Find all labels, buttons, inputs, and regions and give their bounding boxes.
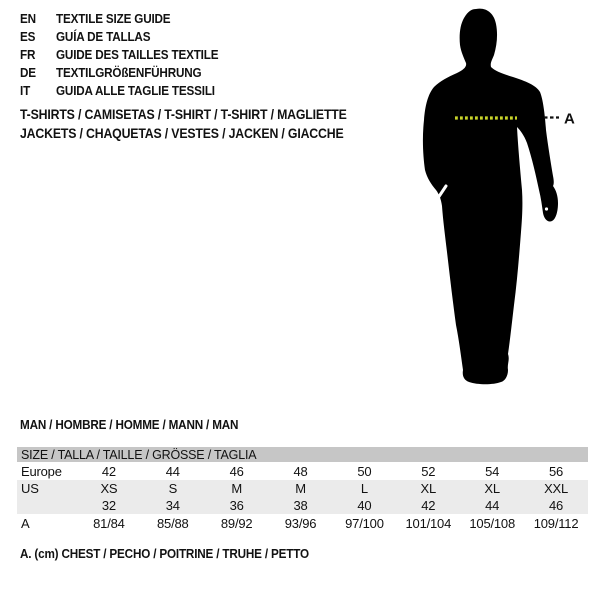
size-cell: M [295, 481, 306, 496]
size-cell: XXL [544, 481, 569, 496]
size-cell: XS [100, 481, 118, 496]
gender-title: MAN / HOMBRE / HOMME / MANN / MAN [20, 417, 239, 432]
thumb-highlight [545, 207, 548, 210]
language-title: GUIDE DES TAILLES TEXTILE [56, 47, 219, 62]
row-label: A [21, 516, 30, 531]
language-title: GUÍA DE TALLAS [56, 29, 151, 44]
language-title: TEXTILE SIZE GUIDE [56, 11, 171, 26]
size-cell: 44 [165, 464, 180, 479]
category-line-tshirts: T-SHIRTS / CAMISETAS / T-SHIRT / T-SHIRT / MAGLIETTE [20, 106, 347, 122]
category-list [20, 105, 347, 143]
man-silhouette-path [423, 9, 558, 385]
language-row-fr [20, 46, 218, 64]
size-cell: XL [420, 481, 437, 496]
measure-label-a: A [564, 110, 575, 128]
table-row-europe [17, 463, 588, 480]
size-cell: 56 [549, 464, 564, 479]
size-cell: 101/104 [405, 516, 452, 531]
size-cell: 93/96 [284, 516, 317, 531]
size-table-header: SIZE / TALLA / TAILLE / GRÖSSE / TAGLIA [17, 447, 588, 463]
size-cell: S [168, 481, 178, 496]
size-cell: XL [484, 481, 500, 496]
size-cell: 42 [101, 464, 116, 479]
size-cell: 36 [229, 498, 244, 513]
size-cell: 38 [293, 498, 308, 513]
size-cell: M [231, 481, 242, 496]
table-row-chest-a [17, 514, 588, 533]
language-code: IT [20, 83, 31, 98]
language-code: EN [20, 11, 36, 26]
language-title: GUIDA ALLE TAGLIE TESSILI [56, 83, 215, 98]
size-cell: 105/108 [469, 516, 515, 531]
language-code: ES [20, 29, 36, 44]
row-label: US [21, 481, 39, 496]
size-cell: 89/92 [220, 516, 253, 531]
language-code: FR [20, 47, 36, 62]
row-label: Europe [21, 464, 62, 479]
category-line-jackets: JACKETS / CHAQUETAS / VESTES / JACKEN / GIACCHE [20, 125, 344, 141]
size-cell: 109/112 [533, 516, 579, 531]
size-cell: 85/88 [157, 516, 189, 531]
size-cell: 46 [229, 464, 244, 479]
language-title: TEXTILGRÖßENFÜHRUNG [56, 65, 202, 80]
size-cell: 48 [293, 464, 308, 479]
size-cell: 81/84 [93, 516, 125, 531]
man-silhouette-figure [390, 0, 600, 410]
size-cell: 97/100 [345, 516, 384, 531]
size-cell: 50 [357, 464, 372, 479]
size-cell: 40 [357, 498, 372, 513]
language-row-de [20, 64, 218, 82]
language-list [20, 10, 218, 100]
size-cell: L [360, 481, 368, 496]
size-cell: 32 [101, 498, 116, 513]
size-cell: 42 [421, 498, 436, 513]
row-label [17, 497, 77, 514]
table-row-uk [17, 497, 588, 514]
size-cell: 52 [421, 464, 436, 479]
size-cell: 46 [549, 498, 564, 513]
size-cell: 54 [485, 464, 500, 479]
size-cell: 44 [485, 498, 500, 513]
language-row-es [20, 28, 218, 46]
language-code: DE [20, 65, 36, 80]
language-row-en [20, 10, 218, 28]
size-table [17, 447, 588, 533]
measurement-footnote: A. (cm) CHEST / PECHO / POITRINE / TRUHE / PETTO [20, 546, 309, 561]
table-row-us [17, 480, 588, 497]
language-row-it [20, 82, 218, 100]
size-cell: 34 [165, 498, 180, 513]
